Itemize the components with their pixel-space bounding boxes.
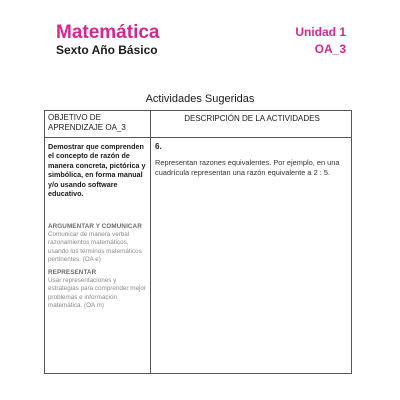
- unit-label: Unidad 1: [295, 25, 346, 39]
- oa-label: OA_3: [314, 42, 346, 56]
- section-title: Actividades Sugeridas: [145, 93, 255, 105]
- skill-description: Comunicar de manera verbal razonamientos matemáticos, usando los términos matemáticos pertinentes. (OA e): [48, 231, 142, 263]
- activity-description: Representan razones equivalentes. Por ejemplo, en una cuadrícula representan una razón equivalente a 2 : 5.: [155, 158, 340, 177]
- skill-heading: REPRESENTAR: [48, 269, 97, 277]
- activities-table: [44, 110, 352, 374]
- skill-description: Usar representaciones y estrategias para comprender mejor problemas e información matemática. (OA m): [48, 277, 146, 309]
- subject-title: Matemática: [56, 22, 160, 43]
- grade-label: Sexto Año Básico: [56, 43, 158, 57]
- objective-column-header: OBJETIVO DE APRENDIZAJE OA_3: [48, 113, 126, 132]
- document-header: [56, 22, 346, 62]
- skill-heading: ARGUMENTAR Y COMUNICAR: [48, 223, 142, 230]
- objective-text: Demostrar que comprenden el concepto de razón de manera concreta, pictórica y simbólica, en forma manual y/o usando software educativo.: [48, 142, 146, 199]
- activity-number: 6.: [155, 142, 162, 151]
- skills-block: [48, 223, 148, 310]
- description-column-header: DESCRIPCIÓN DE LA ACTIVIDADES: [184, 114, 320, 123]
